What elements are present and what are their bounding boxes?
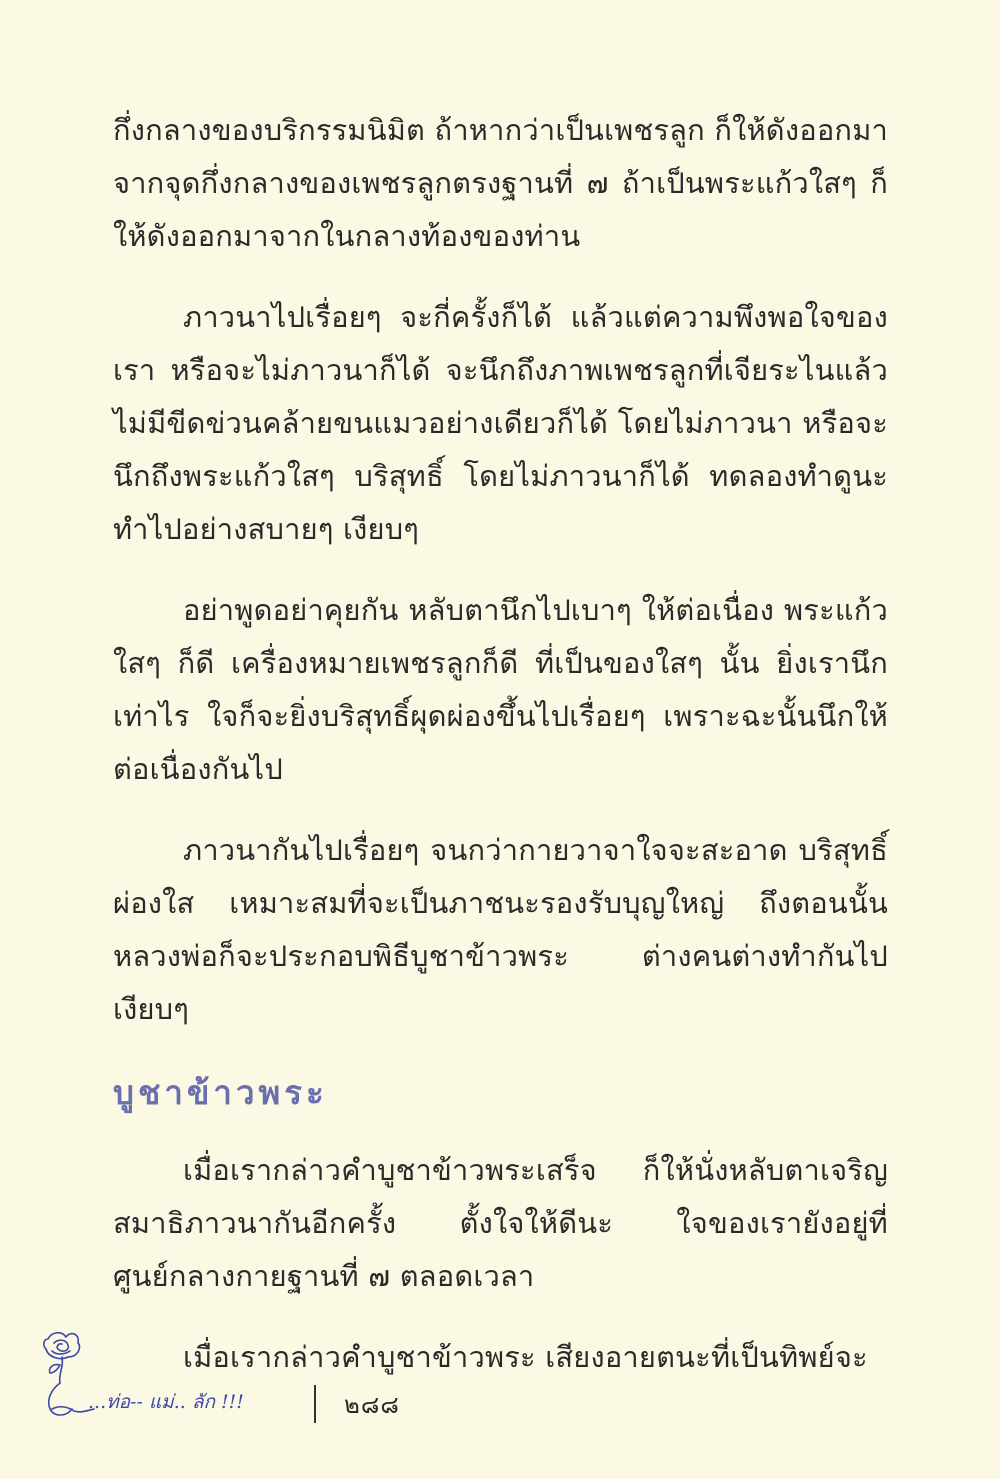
paragraph-4: ภาวนากันไปเรื่อยๆ จนกว่ากายวาจาใจจะสะอาด บริสุทธิ์ผ่องใส เหมาะสมที่จะเป็นภาชนะรองรับบุญใหญ่ ถึงตอนนั้นหลวงพ่อก็จะประกอบพิธีบูชาข้าวพระ ต่างคนต่างทำกันไปเงียบๆ [113,833,888,1026]
paragraph-5: เมื่อเรากล่าวคำบูชาข้าวพระเสร็จ ก็ให้นั่งหลับตาเจริญสมาธิภาวนากันอีกครั้ง ตั้งใจให้ดีนะ ใจของเรายังอยู่ที่ศูนย์กลางกายฐานที่ ๗ ตลอดเวลา [113,1153,888,1293]
footer-divider [314,1385,316,1423]
paragraph-3: อย่าพูดอย่าคุยกัน หลับตานึกไปเบาๆ ให้ต่อเนื่อง พระแก้วใสๆ ก็ดี เครื่องหมายเพชรลูกก็ดี ที่เป็นของใสๆ นั้น ยิ่งเรานึกเท่าไร ใจก็จะยิ่งบริสุทธิ์ผุดผ่องขึ้นไปเรื่อยๆ เพราะฉะนั้นนึกให้ต่อเนื่องกันไป [113,593,888,786]
paragraph-1: กึ่งกลางของบริกรรมนิมิต ถ้าหากว่าเป็นเพชรลูก ก็ให้ดังออกมาจากจุดกึ่งกลางของเพชรลูกตรงฐานที่ ๗ ถ้าเป็นพระแก้วใสๆ ก็ให้ดังออกมาจากในกลางท้องของท่าน [113,113,888,253]
signature-text: ...ท่อ-- แม่.. ลัก !!! [88,1391,244,1413]
signature [38,1325,303,1435]
paragraph-6: เมื่อเรากล่าวคำบูชาข้าวพระ เสียงอายตนะที่เป็นทิพย์จะ [183,1340,868,1374]
page-number: ๒๘๘ [344,1391,400,1419]
paragraph-2: ภาวนาไปเรื่อยๆ จะกี่ครั้งก็ได้ แล้วแต่ความพึงพอใจของเรา หรือจะไม่ภาวนาก็ได้ จะนึกถึงภาพเพชรลูกที่เจียระไนแล้ว ไม่มีขีดข่วนคล้ายขนแมวอย่างเดียวก็ได้ โดยไม่ภาวนา หรือจะนึกถึงพระแก้วใสๆ บริสุทธิ์ โดยไม่ภาวนาก็ได้ ทดลองทำดูนะ ทำไปอย่างสบายๆ เงียบๆ [113,300,888,546]
page-footer [38,1325,458,1435]
rose-icon [38,1325,303,1435]
page-content [113,104,888,1412]
section-heading: บูชาข้าวพระ [113,1073,328,1112]
